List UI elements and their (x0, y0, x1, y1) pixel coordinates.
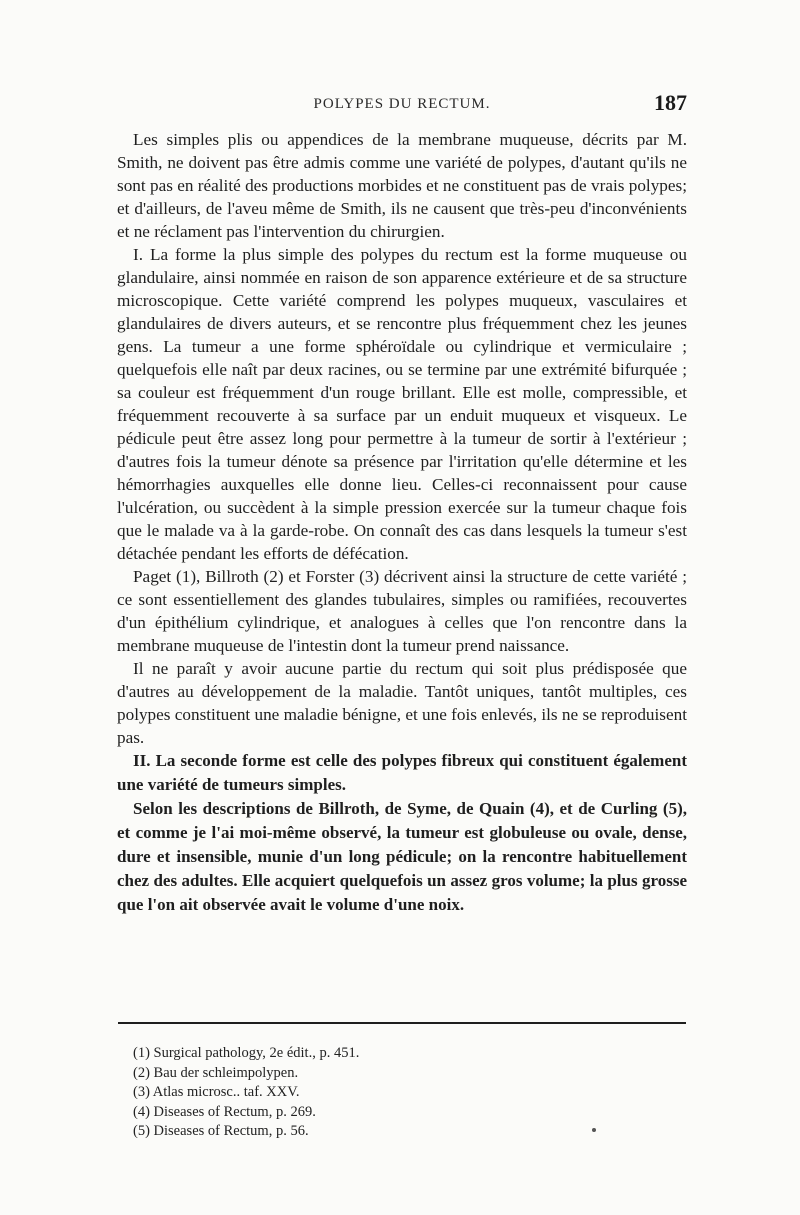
body-text (117, 128, 687, 917)
paragraph-predisposition: Il ne paraît y avoir aucune partie du rectum qui soit plus prédisposée que d'autres au développement de la maladie. Tantôt uniques, tantôt multiples, ces polypes constituent une maladie bénigne, et une fois enlevés, ils ne se reproduisent pas. (117, 659, 687, 747)
footnote-rule (118, 1022, 686, 1024)
footnote-item: (2) Bau der schleimpolypen. (133, 1064, 299, 1081)
paragraph-mucous-form: I. La forme la plus simple des polypes du rectum est la forme muqueuse ou glandulaire, ainsi nommée en raison de son apparence extérieure et de sa structure microscopique. Cette variété comprend les polypes muqueux, vasculaires et glandulaires de divers auteurs, et se rencontre plus fréquemment chez les jeunes gens. La tumeur a une forme sphéroïdale ou cylindrique et vermiculaire ; quelquefois elle naît par deux racines, ou se termine par une extrémité bifurquée ; sa couleur est fréquemment d'un rouge brillant. Elle est molle, compressible, et fréquemment recouverte à sa surface par un enduit muqueux et visqueux. Le pédicule peut être assez long pour permettre à la tumeur de sortir à l'extérieur ; d'autres fois la tumeur dénote sa présence par l'irritation qu'elle détermine et les hémorrhagies auxquelles elle donne lieu. Celles-ci reconnaissent pour cause l'ulcération, ou succèdent à la simple pression exercée sur la tumeur chaque fois que le malade va à la garde-robe. On connaît des cas dans lesquels la tumeur s'est détachée pendant les efforts de défécation. (117, 245, 687, 563)
footnote-item: (4) Diseases of Rectum, p. 269. (133, 1103, 316, 1120)
footnote-item: (5) Diseases of Rectum, p. 56. (133, 1123, 309, 1139)
paragraph-fibrous-form: II. La seconde forme est celle des polypes fibreux qui constituent également une variété de tumeurs simples. (117, 751, 687, 794)
paragraph-descriptions: Selon les descriptions de Billroth, de Syme, de Quain (4), et de Curling (5), et comme je l'ai moi-même observé, la tumeur est globuleuse ou ovale, dense, dure et insensible, munie d'un long pédicule; on la rencontre habituellement chez des adultes. Elle acquiert quelquefois un assez gros volume; la plus grosse que l'on ait observée avait le volume d'une noix. (117, 799, 687, 914)
footnotes (133, 1044, 673, 1142)
running-title: POLYPES DU RECTUM. (313, 96, 491, 112)
paragraph-simple-folds: Les simples plis ou appendices de la membrane muqueuse, décrits par M. Smith, ne doivent pas être admis comme une variété de polypes, d'autant qu'ils ne sont pas en réalité des productions morbides et ne constituent pas de vrais polypes; et d'ailleurs, de l'aveu même de Smith, ils ne causent que très-peu d'inconvénients et ne réclament pas l'intervention du chirurgien. (117, 130, 687, 241)
footnote-item: (3) Atlas microsc.. taf. XXV. (133, 1084, 300, 1100)
ink-speck (592, 1128, 596, 1132)
footnote-item: (1) Surgical pathology, 2e édit., p. 451. (133, 1045, 360, 1061)
page-header (117, 90, 687, 118)
page-number: 187 (654, 90, 687, 115)
paragraph-structure: Paget (1), Billroth (2) et Forster (3) décrivent ainsi la structure de cette variété ; ce sont essentiellement des glandes tubulaires, simples ou ramifiées, recouvertes d'un épithélium cylindrique, et analogues à celles que l'on rencontre dans la membrane muqueuse de l'intestin dont la tumeur prend naissance. (117, 567, 687, 655)
